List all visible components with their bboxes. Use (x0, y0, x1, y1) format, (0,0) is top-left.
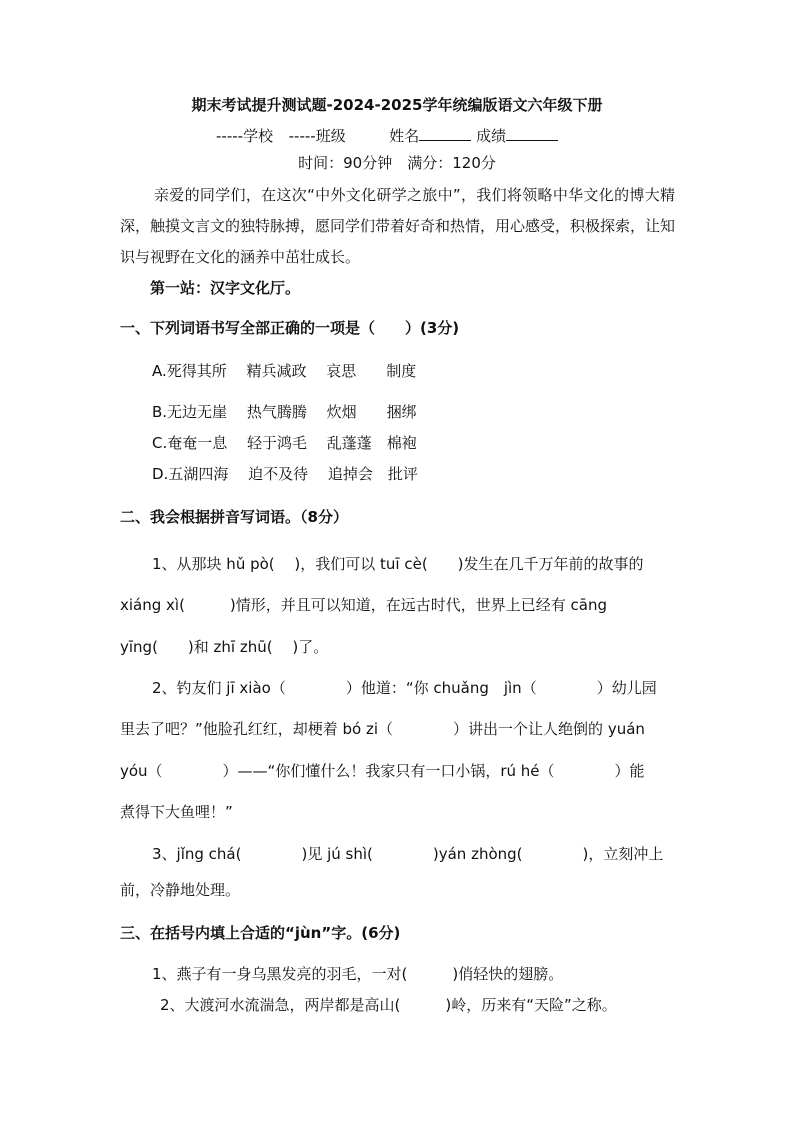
name-label: 姓名 (389, 127, 420, 145)
q1-option-b[interactable]: B.无边无崖 热气腾腾 炊烟 捆绑 (152, 403, 417, 421)
student-info-line (216, 126, 558, 144)
q2-line: 1、从那块 hǔ pò( )，我们可以 tuī cè( )发生在几千万年前的故事的 (152, 555, 644, 573)
q2-line: 前，冷静地处理。 (120, 881, 241, 899)
q1-option-a[interactable]: A.死得其所 精兵减政 哀思 制度 (152, 362, 417, 380)
intro-paragraph: 亲爱的同学们，在这次“中外文化研学之旅中”，我们将领略中华文化的博大精深，触摸文言文的独特脉搏，愿同学们带着好奇和热情，用心感受，积极探索，让知识与视野在文化的涵养中茁壮成长。 (120, 186, 676, 266)
class-label: -----班级 (288, 127, 346, 145)
score-label: 成绩 (476, 127, 507, 145)
q2-line: yóu（ ）——“你们懂什么！我家只有一口小锅，rú hé（ ）能 (120, 762, 645, 780)
q1-heading: 一、下列词语书写全部正确的一项是（ ）(3分) (120, 319, 460, 337)
station-heading: 第一站：汉字文化厅。 (150, 279, 301, 297)
name-blank[interactable] (419, 126, 471, 141)
exam-time: 时间：90分钟 满分：120分 (298, 154, 496, 172)
q3-line: 1、燕子有一身乌黑发亮的羽毛，一对( )俏轻快的翅膀。 (152, 965, 564, 983)
q2-heading: 二、我会根据拼音写词语。（8分） (120, 508, 348, 526)
q1-option-d[interactable]: D.五湖四海 迫不及待 追掉会 批评 (152, 465, 418, 483)
q3-heading: 三、在括号内填上合适的“jùn”字。(6分) (120, 924, 401, 942)
q2-line: 2、钓友们 jī xiào（ ）他道：“你 chuǎng jìn（ ）幼儿园 (152, 679, 657, 697)
q2-line: 里去了吧？”他脸孔红红，却梗着 bó zi（ ）讲出一个让人绝倒的 yuán (120, 720, 645, 738)
q3-line: 2、大渡河水流湍急，两岸都是高山( )岭，历来有“天险”之称。 (160, 996, 617, 1014)
exam-title: 期末考试提升测试题-2024-2025学年统编版语文六年级下册 (191, 96, 603, 114)
school-label: -----学校 (216, 127, 274, 145)
q1-option-c[interactable]: C.奄奄一息 轻于鸿毛 乱蓬蓬 棉袍 (152, 434, 417, 452)
q2-line: 煮得下大鱼哩！” (120, 803, 233, 821)
q2-line: yīng( )和 zhī zhū( )了。 (120, 638, 329, 656)
q2-line: xiáng xì( )情形，并且可以知道，在远古时代，世界上已经有 cāng (120, 596, 608, 614)
score-blank[interactable] (506, 126, 558, 141)
q2-line: 3、jǐng chá( )见 jú shì( )yán zhòng( )，立刻冲上 (152, 845, 664, 863)
